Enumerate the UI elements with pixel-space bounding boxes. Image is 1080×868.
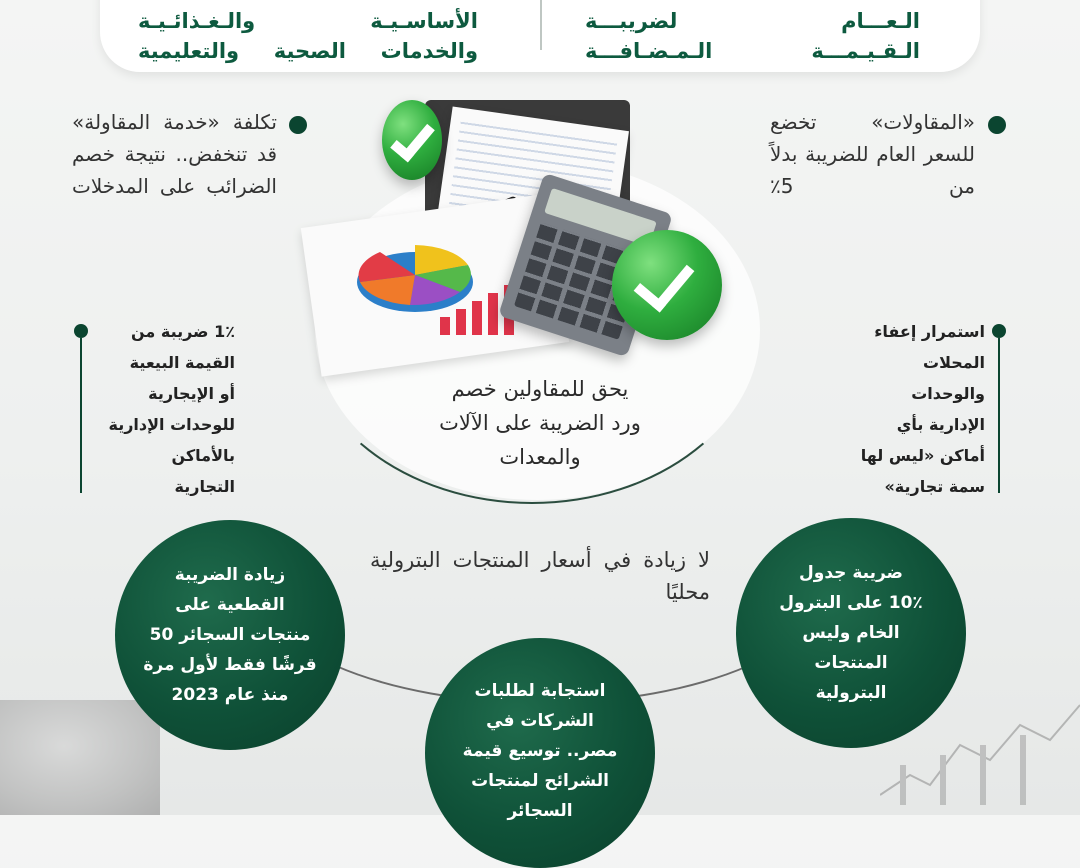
background-hand-image bbox=[0, 700, 160, 815]
circle-line: البترولية bbox=[815, 683, 887, 703]
circle-line: الخام وليس bbox=[802, 623, 900, 643]
right-info-circle bbox=[736, 518, 966, 748]
bottom-info-circle bbox=[425, 638, 655, 868]
circle-line: الشرائح لمنتجات bbox=[471, 771, 609, 791]
list-item: بالأماكن bbox=[171, 446, 235, 465]
left-list bbox=[95, 316, 235, 502]
check-icon bbox=[612, 230, 722, 340]
chart-bar bbox=[472, 301, 482, 335]
list-item: التجارية bbox=[174, 477, 235, 496]
top-card-divider bbox=[540, 0, 542, 50]
list-item: أو الإيجارية bbox=[148, 384, 235, 403]
bullet-dot bbox=[992, 324, 1006, 338]
top-left-line-1: الأساسـيـة والـغـذائـيـة bbox=[138, 9, 478, 33]
list-item: المحلات bbox=[923, 353, 985, 372]
circle-line: قرشًا فقط لأول مرة bbox=[143, 655, 317, 675]
circle-line: القطعية على bbox=[175, 595, 285, 615]
bullet-dot bbox=[289, 116, 307, 134]
circle-line: 10٪ على البترول bbox=[779, 593, 923, 613]
mid-caption: لا زيادة في أسعار المنتجات البترولية محليًا bbox=[370, 548, 710, 604]
left-info-circle bbox=[115, 520, 345, 750]
check-icon bbox=[382, 100, 442, 180]
circle-line: السجائر bbox=[507, 801, 573, 821]
list-item: سمة تجارية» bbox=[884, 477, 985, 496]
list-item: أماكن «ليس لها bbox=[860, 446, 985, 465]
list-item: استمرار إعفاء bbox=[874, 322, 985, 341]
bullet-dot bbox=[988, 116, 1006, 134]
circle-line: مصر.. توسيع قيمة bbox=[462, 741, 618, 761]
top-right-text bbox=[585, 6, 920, 66]
list-item: والوحدات bbox=[911, 384, 985, 403]
top-left-line-2: والخدمات الصحية والتعليمية bbox=[138, 39, 478, 63]
center-caption-line: والمعدات bbox=[499, 445, 581, 469]
center-caption-line: ورد الضريبة على الآلات bbox=[439, 411, 641, 435]
circle-line: الشركات في bbox=[486, 711, 594, 731]
top-left-text bbox=[138, 6, 478, 66]
bullet-dot bbox=[74, 324, 88, 338]
list-item: 1٪ ضريبة من bbox=[130, 322, 235, 341]
chart-bar bbox=[488, 293, 498, 335]
right-paragraph: «المقاولات» تخضع للسعر العام للضريبة بدلاً من 5٪ bbox=[770, 110, 975, 198]
left-paragraph: تكلفة «خدمة المقاولة» قد تنخفض.. نتيجة خصم الضرائب على المدخلات bbox=[72, 110, 277, 198]
list-item: الإدارية بأي bbox=[896, 415, 985, 434]
top-right-line-1: الـعـــام لضريبـــة bbox=[585, 9, 920, 33]
circle-line: زيادة الضريبة bbox=[174, 565, 286, 585]
circle-line: المنتجات bbox=[814, 653, 888, 673]
list-item: للوحدات الإدارية bbox=[108, 415, 235, 434]
top-right-line-2: الـقـيـمـــة الـمـضـافـــة bbox=[585, 39, 920, 63]
list-vertical-line bbox=[80, 338, 82, 493]
circle-line: منتجات السجائر 50 bbox=[149, 625, 311, 645]
center-caption-line: يحق للمقاولين خصم bbox=[451, 377, 629, 401]
list-item: القيمة البيعية bbox=[129, 353, 235, 372]
circle-line: ضريبة جدول bbox=[799, 563, 903, 583]
right-list bbox=[840, 316, 985, 502]
chart-bar bbox=[456, 309, 466, 335]
circle-line: منذ عام 2023 bbox=[171, 685, 289, 705]
list-vertical-line bbox=[998, 338, 1000, 493]
chart-bar bbox=[440, 317, 450, 335]
circle-line: استجابة لطلبات bbox=[474, 681, 606, 701]
